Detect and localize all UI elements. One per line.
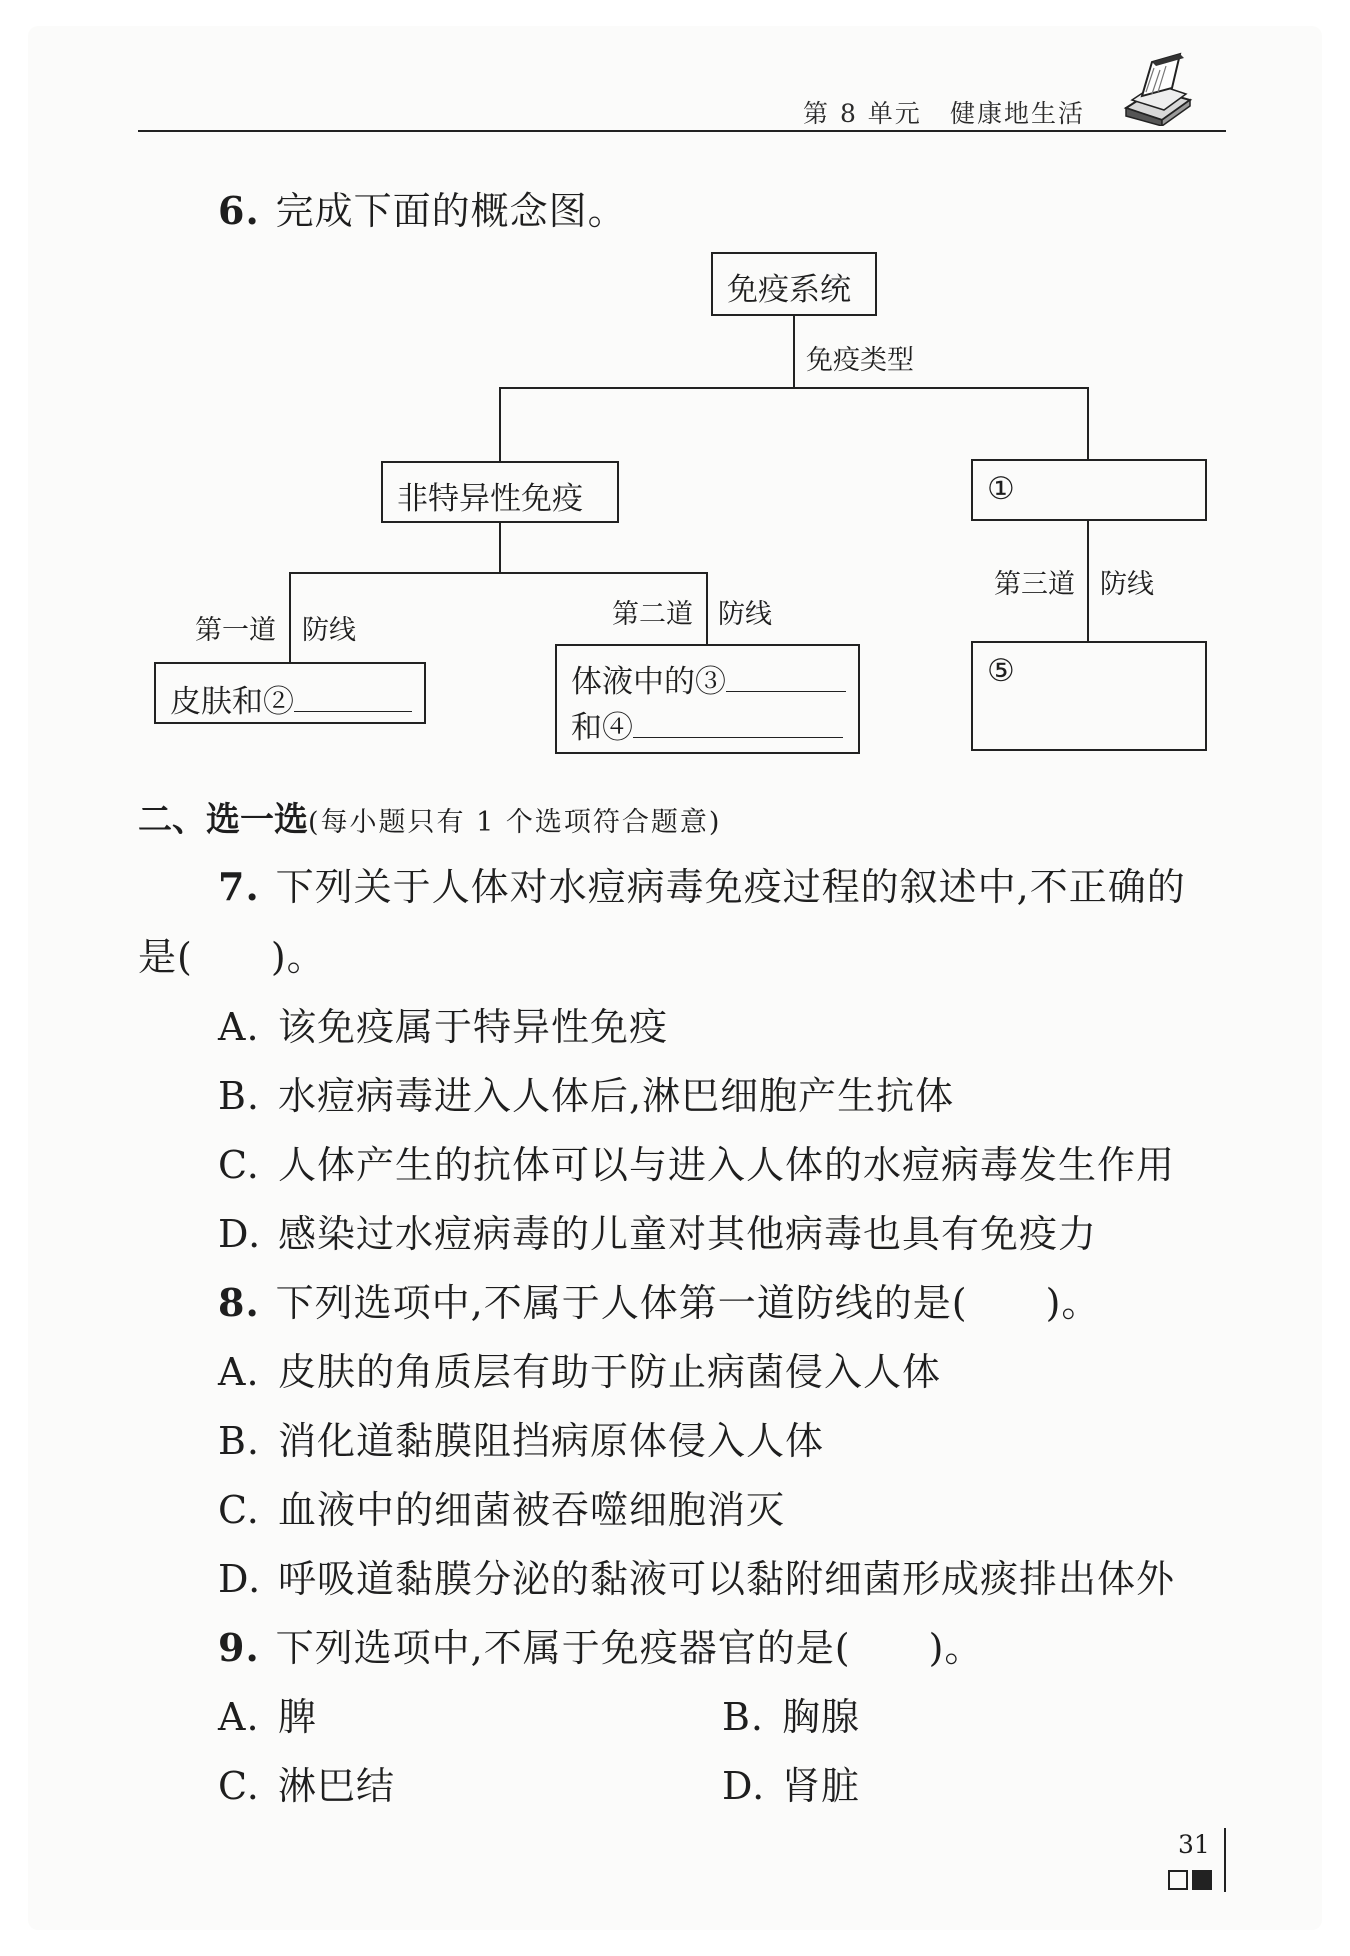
node-blank-1: [971, 459, 1207, 521]
question-7-number: 7.: [218, 864, 260, 909]
node-body-fluid-line-1: [571, 656, 846, 701]
connector: [289, 572, 291, 662]
edge-label-immune-type: 免疫类型: [806, 345, 914, 376]
question-6-number: 6.: [218, 188, 260, 233]
node-root: [711, 252, 877, 316]
question-9-option-b[interactable]: [722, 1686, 860, 1741]
option-text: 皮肤的角质层有助于防止病菌侵入人体: [278, 1350, 942, 1394]
footer-square-filled-icon: [1192, 1870, 1212, 1890]
question-9-option-c[interactable]: [218, 1755, 395, 1810]
node-blank-5-label: ⑤: [987, 653, 1015, 689]
option-letter: A.: [218, 1350, 260, 1394]
second-line-suffix: 防线: [718, 599, 772, 630]
unit-topic: 健康地生活: [950, 99, 1086, 128]
option-letter: B.: [218, 1419, 261, 1463]
option-letter: A.: [218, 1005, 260, 1049]
section-2-heading: [138, 792, 721, 841]
footer-rule: [1224, 1828, 1226, 1892]
page-number: 31: [1178, 1830, 1210, 1859]
third-line-suffix: 防线: [1100, 569, 1154, 600]
question-6-stem: [218, 180, 627, 235]
option-letter: B.: [722, 1695, 765, 1739]
option-text: 胸腺: [782, 1695, 861, 1739]
node-skin-text: [170, 676, 412, 721]
unit-label: 第 8 单元: [803, 99, 922, 128]
question-6-text: 完成下面的概念图。: [275, 189, 627, 233]
option-letter: D.: [722, 1764, 766, 1808]
question-7-option-d[interactable]: [218, 1203, 1097, 1258]
answer-blank-4[interactable]: [633, 707, 843, 738]
option-text: 淋巴结: [278, 1764, 396, 1808]
connector: [499, 387, 501, 461]
third-line-label: 第三道: [994, 569, 1075, 600]
option-letter: D.: [218, 1557, 262, 1601]
first-line-suffix: 防线: [302, 615, 356, 646]
question-7-option-b[interactable]: [218, 1065, 954, 1120]
connector: [1087, 521, 1089, 641]
answer-blank-2[interactable]: [294, 681, 412, 712]
question-7-stem-line-2: 是( )。: [138, 935, 326, 979]
connector: [499, 523, 501, 573]
connector: [793, 316, 795, 388]
node-nonspecific-label: 非特异性免疫: [397, 481, 583, 517]
node-nonspecific-immunity: [381, 461, 619, 523]
question-9-text: 下列选项中,不属于免疫器官的是( )。: [275, 1626, 984, 1670]
option-text: 人体产生的抗体可以与进入人体的水痘病毒发生作用: [278, 1143, 1176, 1187]
option-letter: A.: [218, 1695, 260, 1739]
footer-square-outline-icon: [1168, 1870, 1188, 1890]
node-body-fluid-line-2: [571, 702, 843, 747]
option-letter: C.: [218, 1143, 260, 1187]
book-stack-icon: [1122, 50, 1194, 126]
node-blank-5: [971, 641, 1207, 751]
question-9-number: 9.: [218, 1625, 260, 1670]
node-skin-label: 皮肤和②: [170, 684, 294, 720]
question-7-stem-line-1: [218, 856, 1186, 911]
option-text: 脾: [278, 1695, 318, 1739]
option-text: 该免疫属于特异性免疫: [278, 1005, 669, 1049]
option-text: 血液中的细菌被吞噬细胞消灭: [278, 1488, 786, 1532]
header-rule: [138, 130, 1226, 132]
question-8-stem: [218, 1272, 1100, 1327]
question-8-option-b[interactable]: [218, 1410, 824, 1465]
question-8-text: 下列选项中,不属于人体第一道防线的是( )。: [275, 1281, 1101, 1325]
answer-blank-3[interactable]: [726, 661, 846, 692]
node-body-fluid-label-1: 体液中的③: [571, 664, 726, 700]
connector: [1087, 387, 1089, 461]
option-letter: C.: [218, 1488, 260, 1532]
node-skin: [154, 662, 426, 724]
connector: [706, 572, 708, 644]
section-2-title: 二、选一选: [138, 800, 308, 840]
section-2-note: (每小题只有 1 个选项符合题意): [308, 807, 722, 838]
option-letter: C.: [218, 1764, 260, 1808]
node-body-fluid-label-2: 和④: [571, 710, 633, 746]
option-text: 感染过水痘病毒的儿童对其他病毒也具有免疫力: [278, 1212, 1098, 1256]
option-text: 肾脏: [782, 1764, 861, 1808]
question-9-option-a[interactable]: [218, 1686, 317, 1741]
question-8-option-d[interactable]: [218, 1548, 1175, 1603]
question-8-option-c[interactable]: [218, 1479, 785, 1534]
question-9-option-d[interactable]: [722, 1755, 860, 1810]
option-text: 水痘病毒进入人体后,淋巴细胞产生抗体: [278, 1074, 955, 1118]
node-root-label: 免疫系统: [727, 272, 851, 308]
second-line-label: 第二道: [612, 599, 693, 630]
question-8-number: 8.: [218, 1280, 260, 1325]
question-7-option-c[interactable]: [218, 1134, 1175, 1189]
connector: [499, 387, 1089, 389]
connector: [289, 572, 707, 574]
node-blank-1-label: ①: [987, 471, 1015, 507]
option-text: 消化道黏膜阻挡病原体侵入人体: [278, 1419, 825, 1463]
option-letter: B.: [218, 1074, 261, 1118]
option-letter: D.: [218, 1212, 262, 1256]
question-9-stem: [218, 1617, 983, 1672]
node-body-fluid: [555, 644, 860, 754]
option-text: 呼吸道黏膜分泌的黏液可以黏附细菌形成痰排出体外: [278, 1557, 1176, 1601]
question-7-text-1: 下列关于人体对水痘病毒免疫过程的叙述中,不正确的: [275, 865, 1186, 909]
question-7-option-a[interactable]: [218, 996, 668, 1051]
first-line-label: 第一道: [195, 615, 276, 646]
question-8-option-a[interactable]: [218, 1341, 941, 1396]
